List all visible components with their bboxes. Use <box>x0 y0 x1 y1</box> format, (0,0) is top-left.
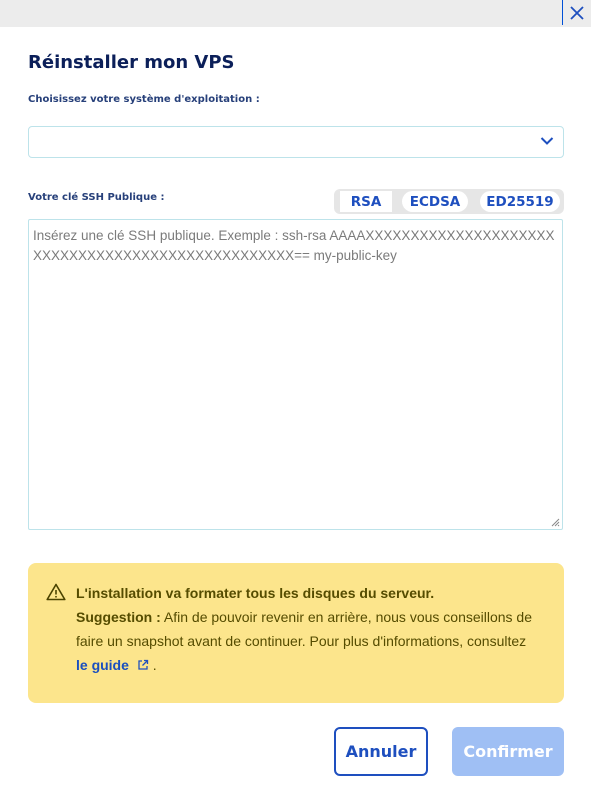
key-type-ecdsa[interactable]: ECDSA <box>402 191 468 212</box>
alert-suggestion-label: Suggestion : <box>76 609 161 625</box>
alert-heading: L'installation va formater tous les disques du serveur. <box>76 585 435 601</box>
key-type-ed25519[interactable]: ED25519 <box>480 191 560 212</box>
guide-link[interactable] <box>76 657 149 673</box>
ssh-key-type-switch <box>334 189 564 214</box>
os-select-label: Choisissez votre système d'exploitation : <box>28 94 260 105</box>
confirm-button[interactable]: Confirmer <box>452 727 564 776</box>
alert-suggestion <box>76 605 536 677</box>
alert-trailing: . <box>152 657 157 673</box>
warning-alert <box>28 563 564 703</box>
alert-body-text: Afin de pouvoir revenir en arrière, nous vous conseillons de faire un snapshot avant de continuer. Pour plus d'informations, consultez <box>76 609 533 649</box>
warning-icon <box>46 583 66 601</box>
dialog-top-bar <box>0 0 591 27</box>
external-link-icon <box>137 659 149 671</box>
close-icon <box>570 6 584 20</box>
ssh-key-label: Votre clé SSH Publique : <box>28 192 165 203</box>
dialog-title: Réinstaller mon VPS <box>28 52 235 73</box>
ssh-key-textarea[interactable] <box>28 219 563 530</box>
key-type-rsa[interactable]: RSA <box>340 191 392 212</box>
resize-grip-icon[interactable] <box>550 517 560 527</box>
close-button[interactable] <box>562 0 591 25</box>
guide-link-label: le guide <box>76 657 129 673</box>
os-select[interactable] <box>28 126 564 158</box>
alert-message <box>76 581 536 677</box>
chevron-down-icon <box>540 136 554 146</box>
ssh-key-placeholder: Insérez une clé SSH publique. Exemple : ssh-rsa AAAAXXXXXXXXXXXXXXXXXXXXXXXXXXXXXXXXXXXXXXXXXXXXXXXXXX== my-public-key <box>33 228 555 263</box>
cancel-button[interactable]: Annuler <box>334 727 428 776</box>
